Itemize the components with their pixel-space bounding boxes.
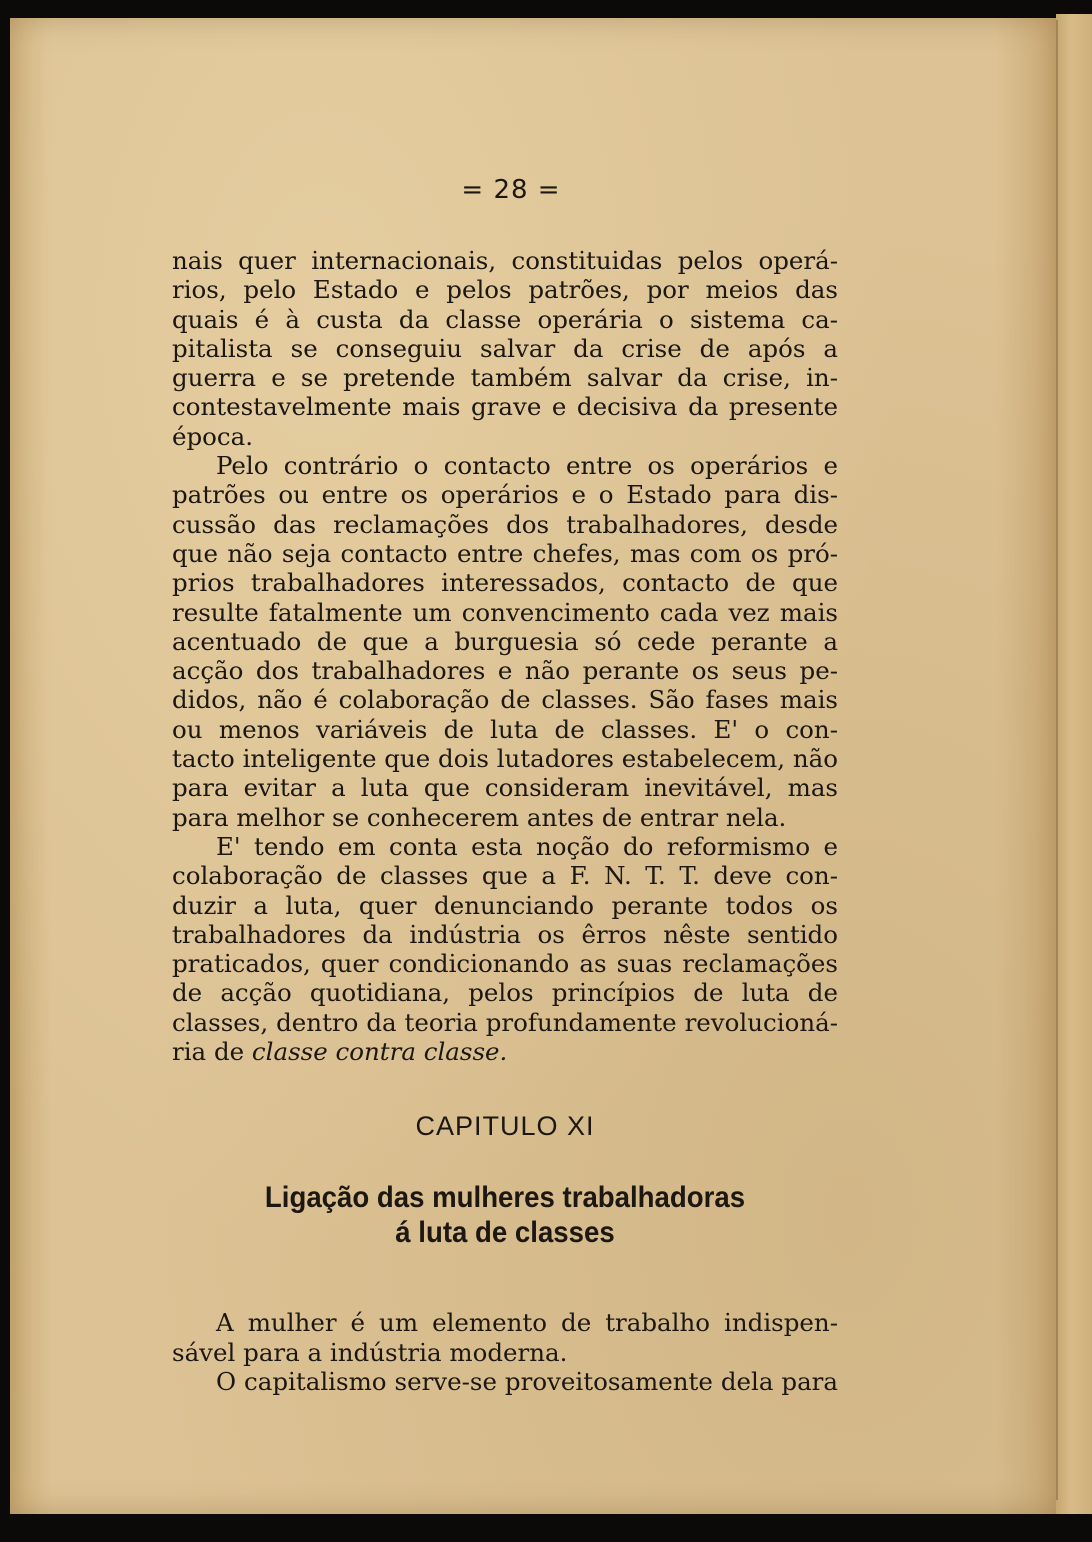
text-line: praticados, quer condicionando as suas reclamações	[172, 949, 838, 979]
text-line: O capitalismo serve-se proveitosamente dela para	[216, 1366, 838, 1396]
text-line: acção dos trabalhadores e não perante os seus pe-	[172, 656, 838, 686]
text-line: ou menos variáveis de luta de classes. E' o con-	[172, 714, 838, 744]
text-line: resulte fatalmente um convencimento cada vez mais	[172, 597, 838, 627]
text-line: didos, não é colaboração de classes. São fases mais	[172, 685, 838, 715]
paragraph-4	[172, 1308, 838, 1367]
text-line: A mulher é um elemento de trabalho indispen-	[216, 1308, 838, 1338]
page-fold-line	[1056, 20, 1058, 1500]
text-line: que não seja contacto entre chefes, mas com os pró-	[172, 538, 838, 568]
text-line: tacto inteligente que dois lutadores estabelecem, não	[172, 744, 838, 774]
paragraph-3	[172, 832, 838, 1066]
text-line: época.	[172, 421, 254, 451]
text-line: duzir a luta, quer denunciando perante todos os	[172, 890, 838, 920]
text-line: Pelo contrário o contacto entre os operários e	[216, 451, 838, 481]
text-line: sável para a indústria moderna.	[172, 1337, 568, 1367]
chapter-label: CAPITULO XI	[415, 1111, 595, 1142]
text-span: ria de	[172, 1037, 252, 1067]
text-line-final	[172, 1037, 838, 1066]
text-line: guerra e se pretende também salvar da crise, in-	[172, 363, 838, 393]
text-line: nais quer internacionais, constituidas pelos operá-	[172, 246, 838, 275]
text-line: cussão das reclamações dos trabalhadores, desde	[172, 509, 838, 539]
text-line: pitalista se conseguiu salvar da crise de após a	[172, 333, 838, 363]
text-line: para evitar a luta que consideram inevitável, mas	[172, 773, 838, 803]
text-line: colaboração de classes que a F. N. T. T. deve con-	[172, 861, 838, 891]
text-line: de acção quotidiana, pelos princípios de luta de	[172, 978, 838, 1008]
paragraph-1	[172, 246, 838, 451]
text-line: patrões ou entre os operários e o Estado para dis-	[172, 480, 838, 510]
text-line: contestavelmente mais grave e decisiva da presente	[172, 392, 838, 422]
chapter-title	[199, 1180, 812, 1250]
text-line: classes, dentro da teoria profundamente revolucioná-	[172, 1007, 838, 1037]
page-edge	[1056, 14, 1092, 1514]
text-line: rios, pelo Estado e pelos patrões, por meios das	[172, 275, 838, 305]
paragraph-5	[172, 1367, 838, 1396]
page-content	[172, 160, 838, 1396]
chapter-title-line: Ligação das mulheres trabalhadoras	[264, 1181, 746, 1215]
paragraph-2	[172, 451, 838, 832]
text-line: para melhor se conhecerem antes de entrar nela.	[172, 802, 787, 832]
text-line: quais é à custa da classe operária o sistema ca-	[172, 304, 838, 334]
text-line: trabalhadores da indústria os êrros nêste sentido	[172, 919, 838, 949]
italic-phrase: classe contra classe.	[251, 1037, 508, 1067]
page-number: = 28 =	[461, 175, 561, 205]
text-line: prios trabalhadores interessados, contacto de que	[172, 568, 838, 598]
chapter-body	[172, 1308, 838, 1396]
chapter-title-line: á luta de classes	[395, 1216, 615, 1250]
text-line: E' tendo em conta esta noção do reformismo e	[216, 831, 838, 861]
text-line: acentuado de que a burguesia só cede perante a	[172, 626, 838, 656]
